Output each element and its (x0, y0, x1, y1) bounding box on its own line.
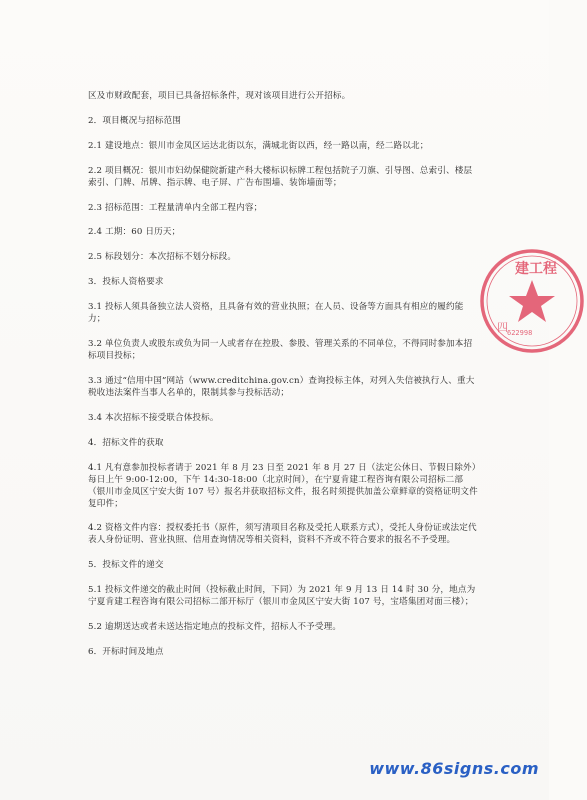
paragraph-4-1: 4.1 凡有意参加投标者请于 2021 年 8 月 23 日至 2021 年 8 月 27 日（法定公休日、节假日除外）每日上午 9:00-12:00，下午 14:30-18:00（北京时间），在宁夏肯建工程咨询有限公司招标二部（银川市金凤区宁安大街 107 号）报名并获取招标文件，报名时须提供加盖公章鲜章的资格证明文件复印件； (88, 462, 478, 509)
section-5-heading: 5．投标文件的递交 (88, 560, 164, 571)
document-body (88, 90, 480, 658)
star-icon (509, 280, 555, 322)
paragraph-2-2: 2.2 项目概况：银川市妇幼保健院新建产科大楼标识标牌工程包括院子刀旗、引导图、总索引、楼层索引、门牌、吊牌、指示牌、电子屏、广告布围墙、装饰墙面等； (88, 165, 473, 188)
paragraph-2-4: 2.4 工期：60 日历天； (88, 227, 181, 238)
paragraph-2-1: 2.1 建设地点：银川市金凤区运达北街以东，满城北街以西，经一路以南，经二路以北； (88, 140, 429, 151)
site-watermark: www.86signs.com (369, 759, 539, 778)
paragraph-5-1: 5.1 投标文件递交的截止时间（投标截止时间，下同）为 2021 年 9 月 13 日 14 时 30 分，地点为宁夏肯建工程咨询有限公司招标二部开标厅（银川市金凤区宁安大街 107 号，宝塔集团对面三楼）； (88, 585, 476, 608)
paragraph-3-3: 3.3 通过“信用中国”网站（www.creditchina.gov.cn）查询投标主体，对列入失信被执行人、重大税收违法案件当事人名单的，限制其参与投标活动； (88, 375, 475, 398)
seal-arc-text: 建工程 (515, 261, 557, 277)
paragraph-3-4: 3.4 本次招标不接受联合体投标。 (88, 412, 219, 423)
section-6-heading: 6．开标时间及地点 (88, 647, 164, 658)
seal-graphic (482, 251, 582, 351)
paragraph-3-1: 3.1 投标人须具备独立法人资格，且具备有效的营业执照；在人员、设备等方面具有相应的履约能力； (88, 302, 464, 325)
company-seal-stamp (477, 246, 587, 356)
paragraph-3-2: 3.2 单位负责人或股东或负为同一人或者存在控股、参股、管理关系的不同单位，不得同时参加本招标项目投标； (88, 339, 473, 362)
paragraph-2-3: 2.3 招标范围：工程量清单内全部工程内容； (88, 202, 263, 213)
section-4-heading: 4．招标文件的获取 (88, 437, 164, 448)
seal-side-mark: 四 (497, 321, 508, 334)
seal-code: 622998 (507, 329, 533, 337)
paragraph-4-2: 4.2 资格文件内容：授权委托书（原件，须写清项目名称及受托人联系方式），受托人身份证或法定代表人身份证明、营业执照、信用查询情况等相关资料，资料不齐或不符合要求的报名不予受理。 (88, 523, 477, 546)
paragraph-5-2: 5.2 逾期送达或者未送达指定地点的投标文件，招标人不予受理。 (88, 622, 342, 633)
section-3-heading: 3．投标人资格要求 (88, 277, 164, 288)
section-2-heading: 2．项目概况与招标范围 (88, 115, 182, 126)
paragraph-intro-tail: 区及市财政配套，项目已具备招标条件，现对该项目进行公开招标。 (88, 91, 351, 101)
paragraph-2-5: 2.5 标段划分：本次招标不划分标段。 (88, 252, 237, 263)
